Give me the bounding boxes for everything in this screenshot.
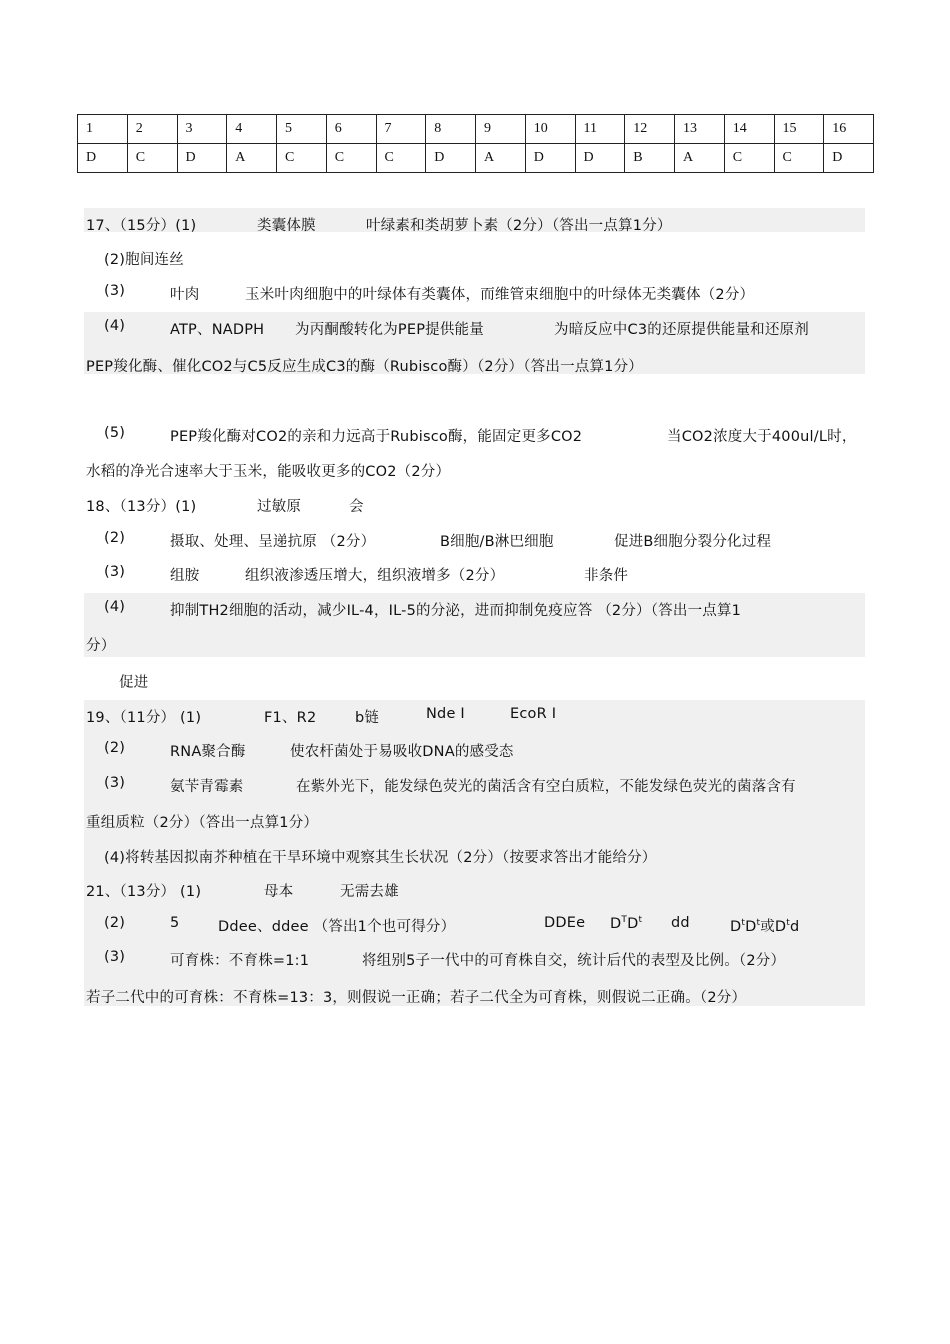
text-segment: RNA聚合酶 <box>170 744 246 760</box>
text-segment: 母本 <box>264 884 294 900</box>
table-cell: A <box>476 144 526 173</box>
text-segment: Nde I <box>426 706 465 722</box>
text-segment: (3) <box>104 283 126 299</box>
table-cell: 14 <box>724 115 774 144</box>
text-segment: PEP羧化酶对CO2的亲和力远高于Rubisco酶，能固定更多CO2 <box>170 429 583 445</box>
table-cell: A <box>227 144 277 173</box>
text-segment: 18、（13分）(1) <box>86 499 197 515</box>
text-segment: (4) <box>104 599 126 615</box>
text-segment: (3) <box>104 949 126 965</box>
table-cell: 2 <box>127 115 177 144</box>
text-segment: (4) <box>104 318 126 334</box>
table-cell: B <box>625 144 675 173</box>
table-cell: C <box>127 144 177 173</box>
table-cell: 11 <box>575 115 625 144</box>
text-segment: DDEe <box>544 915 586 931</box>
table-cell: 5 <box>277 115 327 144</box>
table-cell: D <box>426 144 476 173</box>
text-segment: 分） <box>86 638 116 654</box>
text-segment: (2) <box>104 530 126 546</box>
text-segment: (3) <box>104 564 126 580</box>
text-segment: (5) <box>104 425 126 441</box>
text-segment: 水稻的净光合速率大于玉米，能吸收更多的CO2（2分） <box>86 464 451 480</box>
text-segment: 氨苄青霉素 <box>170 779 244 795</box>
text-segment: (3) <box>104 775 126 791</box>
text-segment: b链 <box>355 710 380 726</box>
text-segment: 5 <box>170 915 180 931</box>
text-segment: 促进 <box>119 675 149 691</box>
table-cell: 13 <box>675 115 725 144</box>
table-cell: 1 <box>78 115 128 144</box>
text-segment: 叶绿素和类胡萝卜素（2分）（答出一点算1分） <box>366 218 672 234</box>
text-segment: D <box>627 915 639 932</box>
table-cell: D <box>525 144 575 173</box>
text-segment: 无需去雄 <box>340 884 399 900</box>
text-segment: 当CO2浓度大于400ul/L时， <box>667 429 857 445</box>
text-segment: 21、（13分） (1) <box>86 884 202 900</box>
text-segment: 促进B细胞分裂分化过程 <box>614 534 772 550</box>
text-segment: 重组质粒（2分）（答出一点算1分） <box>86 815 319 831</box>
text-segment: 玉米叶肉细胞中的叶绿体有类囊体，而维管束细胞中的叶绿体无类囊体（2分） <box>245 287 755 303</box>
superscript: t <box>638 915 643 925</box>
table-cell: 8 <box>426 115 476 144</box>
text-segment: EcoR Ⅰ <box>510 706 557 722</box>
text-segment: Ddee、ddee （答出1个也可得分） <box>218 919 456 935</box>
superscript: t <box>741 918 746 929</box>
text-segment: 为暗反应中C3的还原提供能量和还原剂 <box>554 322 809 338</box>
text-segment: 19、（11分） (1) <box>86 710 202 726</box>
table-cell: 9 <box>476 115 526 144</box>
table-cell: 6 <box>326 115 376 144</box>
text-segment: PEP羧化酶、催化CO2与C5反应生成C3的酶（Rubisco酶）（2分）（答出一点算1分） <box>86 359 644 375</box>
text-segment: D <box>745 919 757 935</box>
superscript: T <box>621 915 628 925</box>
text-segment: 摄取、处理、呈递抗原 （2分） <box>170 534 376 550</box>
table-cell: D <box>575 144 625 173</box>
table-row-answers <box>78 144 874 173</box>
text-segment: (2) <box>104 915 126 931</box>
text-segment: 为丙酮酸转化为PEP提供能量 <box>295 322 484 338</box>
text-segment: D <box>610 915 622 932</box>
table-cell: D <box>78 144 128 173</box>
text-segment: d <box>790 919 800 935</box>
table-cell: D <box>824 144 874 173</box>
table-cell: 16 <box>824 115 874 144</box>
text-segment: 会 <box>349 499 364 515</box>
text-segment: 若子二代中的可育株：不育株=13：3，则假说一正确；若子二代全为可育株，则假说二正确。（2分） <box>86 990 747 1006</box>
answer-table <box>77 114 874 173</box>
table-cell: 15 <box>774 115 824 144</box>
text-segment: D <box>730 919 742 935</box>
text-segment: B细胞/B淋巴细胞 <box>440 534 554 550</box>
genotype-text <box>730 915 799 936</box>
text-segment: 17、（15分）(1) <box>86 218 197 234</box>
table-cell: 10 <box>525 115 575 144</box>
text-segment: ATP、NADPH <box>170 322 265 338</box>
table-cell: C <box>724 144 774 173</box>
table-cell: 4 <box>227 115 277 144</box>
text-segment: 叶肉 <box>170 287 200 303</box>
text-segment: 将组别5子一代中的可育株自交，统计后代的表型及比例。（2分） <box>362 953 786 969</box>
table-cell: 3 <box>177 115 227 144</box>
table-cell: C <box>277 144 327 173</box>
text-segment: 组胺 <box>170 568 200 584</box>
table-cell: C <box>326 144 376 173</box>
table-cell: C <box>376 144 426 173</box>
superscript: t <box>786 918 791 929</box>
superscript: t <box>756 918 761 929</box>
table-cell: D <box>177 144 227 173</box>
table-cell: 7 <box>376 115 426 144</box>
table-cell: A <box>675 144 725 173</box>
table-row-numbers <box>78 115 874 144</box>
text-segment: 在紫外光下，能发绿色荧光的菌活含有空白质粒，不能发绿色荧光的菌落含有 <box>296 779 796 795</box>
text-segment: F1、R2 <box>264 710 317 726</box>
text-segment: 使农杆菌处于易吸收DNA的感受态 <box>290 744 514 760</box>
text-segment: 过敏原 <box>257 499 302 515</box>
text-segment: 可育株：不育株=1:1 <box>170 953 310 969</box>
text-segment: (4)将转基因拟南芥种植在干旱环境中观察其生长状况（2分）（按要求答出才能给分） <box>104 850 657 866</box>
text-segment: 抑制TH2细胞的活动，减少IL-4，IL-5的分泌，进而抑制免疫应答 （2分）（答出一点算1 <box>170 603 742 619</box>
text-segment: 类囊体膜 <box>257 218 316 234</box>
genotype-text <box>610 915 642 932</box>
text-segment: (2)胞间连丝 <box>104 252 184 268</box>
table-cell: 12 <box>625 115 675 144</box>
text-segment: (2) <box>104 740 126 756</box>
text-segment: 组织液渗透压增大，组织液增多（2分） <box>245 568 505 584</box>
table-cell: C <box>774 144 824 173</box>
text-segment: dd <box>671 915 690 931</box>
text-segment: 或D <box>760 919 787 935</box>
text-segment: 非条件 <box>584 568 629 584</box>
